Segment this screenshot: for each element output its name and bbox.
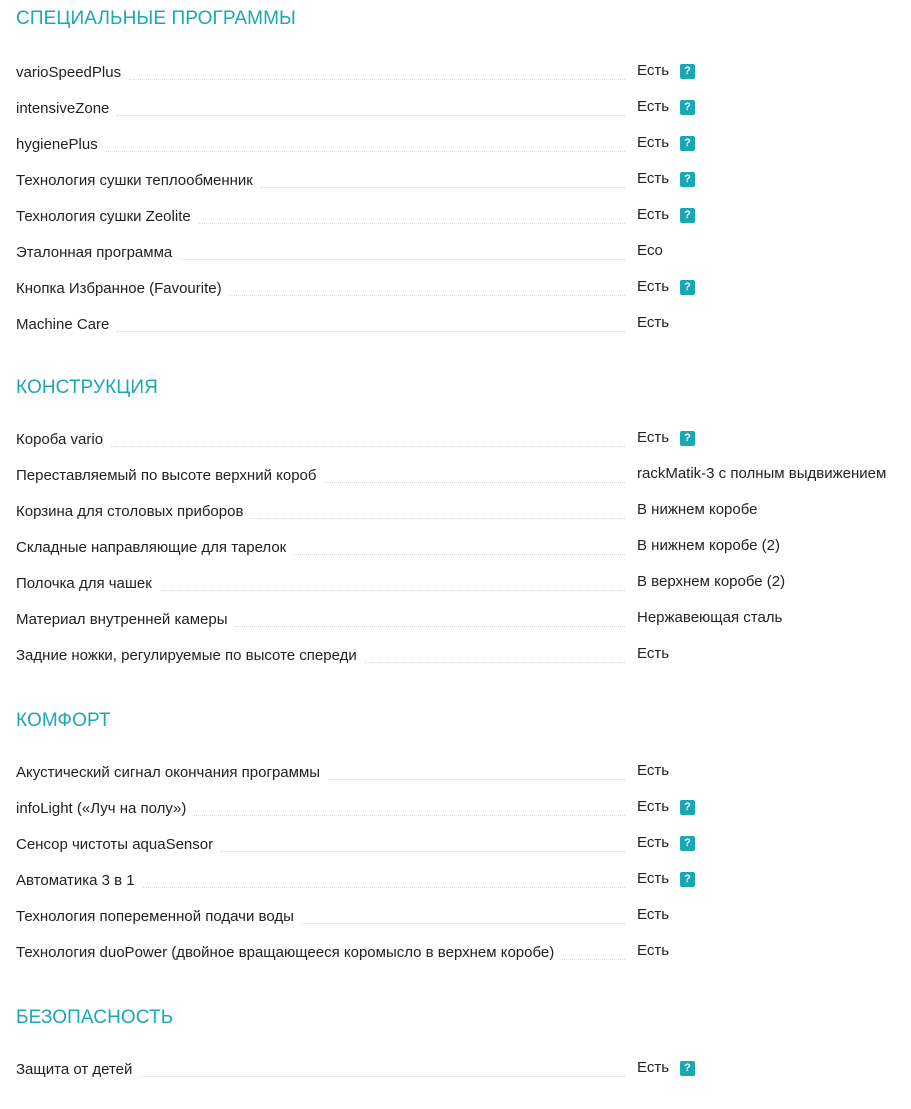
spec-row xyxy=(16,940,911,976)
dotted-leader xyxy=(235,626,625,627)
dotted-leader xyxy=(302,923,625,924)
spec-value: rackMatik-3 с полным выдвижением xyxy=(637,465,887,482)
spec-value: Есть xyxy=(637,870,670,887)
help-icon[interactable]: ? xyxy=(680,800,695,815)
spec-value: Есть xyxy=(637,98,670,115)
spec-value: Есть xyxy=(637,942,670,959)
spec-value: Есть xyxy=(637,798,670,815)
spec-row xyxy=(16,499,911,535)
section-special-programs xyxy=(16,8,911,333)
spec-label: Акустический сигнал окончания программы xyxy=(16,764,328,782)
dotted-leader xyxy=(111,446,625,447)
dotted-leader xyxy=(230,295,625,296)
spec-value: Есть xyxy=(637,278,670,295)
help-icon[interactable]: ? xyxy=(680,1061,695,1076)
dotted-leader xyxy=(251,518,625,519)
spec-list xyxy=(16,60,911,348)
spec-row xyxy=(16,904,911,940)
dotted-leader xyxy=(199,223,625,224)
spec-row xyxy=(16,607,911,643)
spec-row xyxy=(16,1057,911,1093)
spec-value: Есть xyxy=(637,762,670,779)
spec-value: Есть xyxy=(637,645,670,662)
spec-row xyxy=(16,276,911,312)
spec-label: hygienePlus xyxy=(16,136,106,154)
spec-value: Есть xyxy=(637,906,670,923)
spec-row xyxy=(16,463,911,499)
help-icon[interactable]: ? xyxy=(680,280,695,295)
spec-label: Материал внутренней камеры xyxy=(16,611,235,629)
section-construction xyxy=(16,377,911,664)
help-icon[interactable]: ? xyxy=(680,208,695,223)
spec-value: В нижнем коробе (2) xyxy=(637,537,780,554)
spec-value: Есть xyxy=(637,134,670,151)
section-title: КОНСТРУКЦИЯ xyxy=(16,377,158,398)
spec-value: Есть xyxy=(637,206,670,223)
spec-label: Защита от детей xyxy=(16,1061,140,1079)
dotted-leader xyxy=(160,590,625,591)
dotted-leader xyxy=(294,554,625,555)
spec-value: В нижнем коробе xyxy=(637,501,758,518)
dotted-leader xyxy=(194,815,625,816)
spec-value: Есть xyxy=(637,314,670,331)
dotted-leader xyxy=(324,482,625,483)
spec-list xyxy=(16,1057,911,1093)
spec-row xyxy=(16,427,911,463)
dotted-leader xyxy=(140,1076,625,1077)
dotted-leader xyxy=(129,79,625,80)
spec-label: intensiveZone xyxy=(16,100,117,118)
spec-label: Корзина для столовых приборов xyxy=(16,503,251,521)
spec-label: Складные направляющие для тарелок xyxy=(16,539,294,557)
spec-label: Технология duoPower (двойное вращающееся коромысло в верхнем коробе) xyxy=(16,944,562,962)
spec-value: Есть xyxy=(637,170,670,187)
spec-label: Короба vario xyxy=(16,431,111,449)
spec-row xyxy=(16,132,911,168)
section-comfort xyxy=(16,710,911,961)
spec-row xyxy=(16,96,911,132)
spec-label: Machine Care xyxy=(16,316,117,334)
dotted-leader xyxy=(221,851,625,852)
spec-value: Нержавеющая сталь xyxy=(637,609,783,626)
section-title: СПЕЦИАЛЬНЫЕ ПРОГРАММЫ xyxy=(16,8,296,29)
spec-label: Автоматика 3 в 1 xyxy=(16,872,143,890)
help-icon[interactable]: ? xyxy=(680,172,695,187)
dotted-leader xyxy=(117,115,625,116)
dotted-leader xyxy=(562,959,625,960)
spec-label: Технология попеременной подачи воды xyxy=(16,908,302,926)
help-icon[interactable]: ? xyxy=(680,872,695,887)
spec-label: Кнопка Избранное (Favourite) xyxy=(16,280,230,298)
spec-row xyxy=(16,796,911,832)
spec-value: Есть xyxy=(637,1059,670,1076)
spec-label: Эталонная программа xyxy=(16,244,180,262)
spec-value: Eco xyxy=(637,242,663,259)
spec-label: Технология сушки Zeolite xyxy=(16,208,199,226)
spec-label: infoLight («Луч на полу») xyxy=(16,800,194,818)
spec-row xyxy=(16,240,911,276)
spec-row xyxy=(16,832,911,868)
spec-label: varioSpeedPlus xyxy=(16,64,129,82)
spec-label: Технология сушки теплообменник xyxy=(16,172,261,190)
help-icon[interactable]: ? xyxy=(680,431,695,446)
spec-label: Полочка для чашек xyxy=(16,575,160,593)
spec-list xyxy=(16,760,911,976)
spec-value: В верхнем коробе (2) xyxy=(637,573,786,590)
section-title: КОМФОРТ xyxy=(16,710,111,731)
spec-row xyxy=(16,60,911,96)
spec-value: Есть xyxy=(637,62,670,79)
section-safety xyxy=(16,1007,911,1078)
help-icon[interactable]: ? xyxy=(680,100,695,115)
dotted-leader xyxy=(328,779,625,780)
spec-value: Есть xyxy=(637,429,670,446)
spec-row xyxy=(16,168,911,204)
spec-label: Задние ножки, регулируемые по высоте спереди xyxy=(16,647,365,665)
spec-row xyxy=(16,535,911,571)
spec-list xyxy=(16,427,911,679)
spec-row xyxy=(16,868,911,904)
spec-label: Сенсор чистоты aquaSensor xyxy=(16,836,221,854)
dotted-leader xyxy=(143,887,625,888)
spec-row xyxy=(16,571,911,607)
section-title: БЕЗОПАСНОСТЬ xyxy=(16,1007,174,1028)
help-icon[interactable]: ? xyxy=(680,136,695,151)
dotted-leader xyxy=(117,331,625,332)
dotted-leader xyxy=(365,662,625,663)
help-icon[interactable]: ? xyxy=(680,64,695,79)
spec-row xyxy=(16,204,911,240)
spec-label: Переставляемый по высоте верхний короб xyxy=(16,467,324,485)
dotted-leader xyxy=(106,151,625,152)
dotted-leader xyxy=(180,259,625,260)
spec-row xyxy=(16,760,911,796)
spec-row xyxy=(16,643,911,679)
dotted-leader xyxy=(261,187,625,188)
help-icon[interactable]: ? xyxy=(680,836,695,851)
spec-value: Есть xyxy=(637,834,670,851)
spec-row xyxy=(16,312,911,348)
